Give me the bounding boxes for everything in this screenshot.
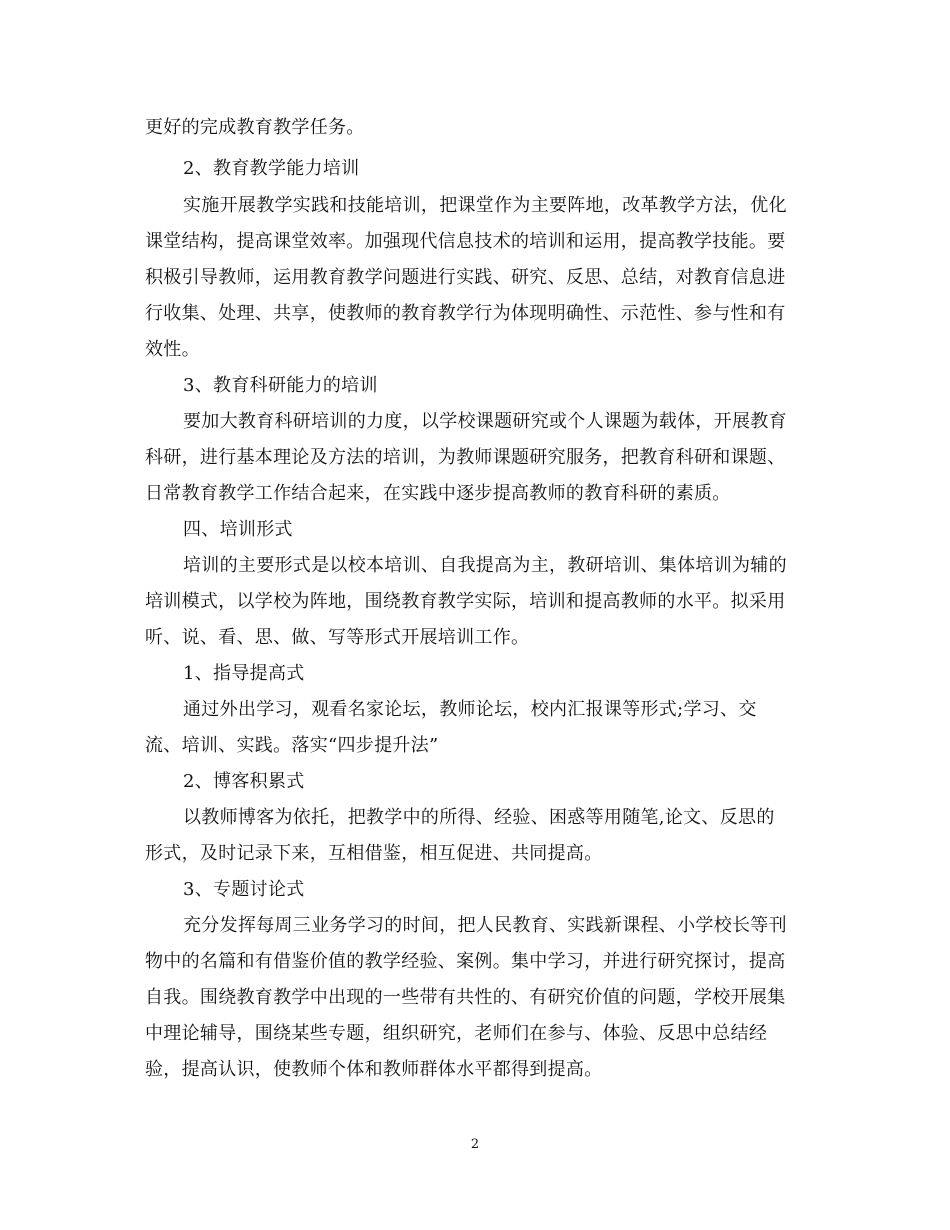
text-line: 实施开展教学实践和技能培训，把课堂作为主要阵地，改革教学方法，优化: [183, 195, 787, 216]
text-line: 效性。: [145, 339, 200, 360]
text-line: 更好的完成教育教学任务。: [145, 117, 365, 138]
text-line: 培训模式，以学校为阵地，围绕教育教学实际，培训和提高教师的水平。拟采用: [145, 591, 786, 612]
text-line: 课堂结构，提高课堂效率。加强现代信息技术的培训和运用，提高教学技能。要: [145, 231, 786, 252]
text-line: 要加大教育科研培训的力度，以学校课题研究或个人课题为载体，开展教育: [183, 411, 787, 432]
text-line: 自我。围绕教育教学中出现的一些带有共性的、有研究价值的问题，学校开展集: [145, 987, 786, 1008]
text-line: 行收集、处理、共享，使教师的教育教学行为体现明确性、示范性、参与性和有: [145, 303, 786, 324]
section-heading: 3、教育科研能力的培训: [183, 375, 378, 396]
page-number: 2: [470, 1137, 480, 1152]
text-line: 物中的名篇和有借鉴价值的教学经验、案例。集中学习，并进行研究探讨，提高: [145, 951, 786, 972]
section-heading: 3、专题讨论式: [183, 879, 305, 900]
text-line: 验，提高认识，使教师个体和教师群体水平都得到提高。: [145, 1059, 603, 1080]
text-line: 积极引导教师，运用教育教学问题进行实践、研究、反思、总结，对教育信息进: [145, 267, 786, 288]
text-line: 充分发挥每周三业务学习的时间，把人民教育、实践新课程、小学校长等刊: [183, 915, 787, 936]
section-heading: 2、教育教学能力培训: [183, 158, 360, 179]
text-line: 中理论辅导，围绕某些专题，组织研究，老师们在参与、体验、反思中总结经: [145, 1023, 768, 1044]
text-line: 科研，进行基本理论及方法的培训，为教师课题研究服务，把教育科研和课题、: [145, 447, 786, 468]
text-line: 形式，及时记录下来，互相借鉴，相互促进、共同提高。: [145, 843, 603, 864]
text-line: 听、说、看、思、做、写等形式开展培训工作。: [145, 627, 530, 648]
text-line: 通过外出学习，观看名家论坛，教师论坛，校内汇报课等形式;学习、交: [183, 699, 757, 720]
text-line: 日常教育教学工作结合起来，在实践中逐步提高教师的教育科研的素质。: [145, 483, 731, 504]
text-line: 以教师博客为依托，把教学中的所得、经验、困惑等用随笔,论文、反思的: [183, 807, 775, 828]
section-heading: 2、博客积累式: [183, 771, 305, 792]
text-line: 培训的主要形式是以校本培训、自我提高为主，教研培训、集体培训为辅的: [183, 555, 787, 576]
text-line: 流、培训、实践。落实“四步提升法”: [145, 735, 439, 756]
section-heading: 1、指导提高式: [183, 663, 305, 684]
section-heading: 四、培训形式: [183, 519, 293, 540]
